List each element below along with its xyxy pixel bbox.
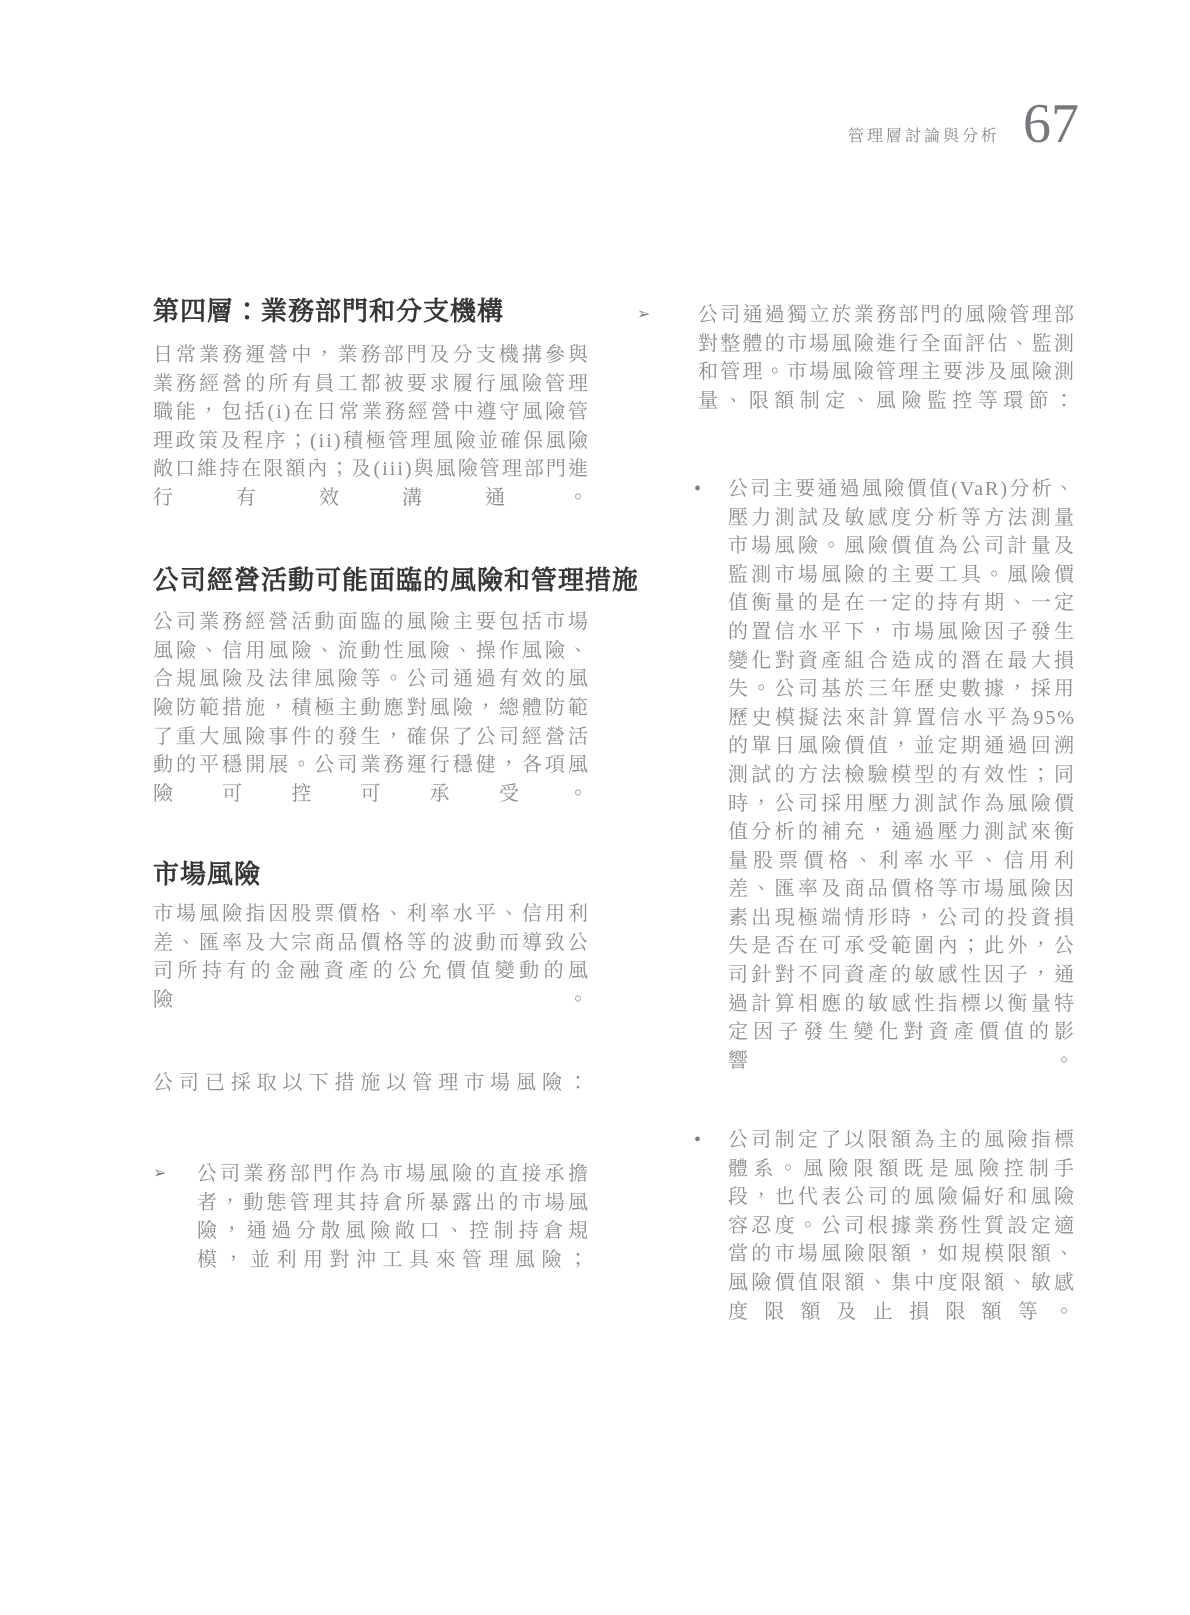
dot-bullet-icon: •	[694, 477, 702, 500]
right-column	[637, 301, 1076, 1355]
heading-tier-four: 第四層：業務部門和分支機構	[153, 297, 505, 326]
heading-company-risks: 公司經營活動可能面臨的風險和管理措施	[153, 566, 640, 596]
bullet-list-item	[694, 475, 1076, 1104]
arrow-item-text: 公司業務部門作為市場風險的直接承擔者，動態管理其持倉所暴露出的市場風險，通過分散風險敞口、控制持倉規模，並利用對沖工具來管理風險；	[197, 1163, 590, 1271]
chapter-title: 管理層討論與分析	[847, 128, 1000, 145]
bullet-list-item	[694, 1126, 1076, 1355]
paragraph-tier-four-body: 日常業務運營中，業務部門及分支機搆參與業務經營的所有員工都被要求履行風險管理職能，包括(i)在日常業務經營中遵守風險管理政策及程序；(ii)積極管理風險並確保風險敞口維持在限額內；及(iii)與風險管理部門進行有效溝通。	[153, 344, 590, 509]
heading-market-risk: 市場風險	[153, 859, 262, 889]
arrow-item-text: 公司通過獨立於業務部門的風險管理部對整體的市場風險進行全面評估、監測和管理。市場風險管理主要涉及風險測量、限額制定、風險監控等環節：	[698, 304, 1076, 412]
bullet-item-text: 公司主要通過風險價值(VaR)分析、壓力測試及敏感度分析等方法測量市場風險。風險價值為公司計量及監測市場風險的主要工具。風險價值衡量的是在一定的持有期、一定的置信水平下，市場風險因子發生變化對資產組合造成的潛在最大損失。公司基於三年歷史數據，採用歷史模擬法來計算置信水平為95%的單日風險價值，並定期通過回溯測試的方法檢驗模型的有效性；同時，公司採用壓力測試作為風險價值分析的補充，通過壓力測試來衡量股票價格、利率水平、信用利差、匯率及商品價格等市場風險因素出現極端情形時，公司的投資損失是否在可承受範圍內；此外，公司針對不同資產的敏感性因子，通過計算相應的敏感性指標以衡量特定因子發生變化對資產價值的影響。	[728, 477, 1076, 1072]
page-number: 67	[1023, 93, 1079, 155]
arrow-list-item	[637, 301, 1076, 444]
bullet-item-text: 公司制定了以限額為主的風險指標體系。風險限額既是風險控制手段，也代表公司的風險偏好和風險容忍度。公司根據業務性質設定適當的市場風險限額，如規模限額、風險價值限額、集中度限額、敏感度限額及止損限額等。	[728, 1129, 1076, 1323]
paragraph-company-risks-body: 公司業務經營活動面臨的風險主要包括市場風險、信用風險、流動性風險、操作風險、合規風險及法律風險等。公司通過有效的風險防範措施，積極主動應對風險，總體防範了重大風險事件的發生，確保了公司經營活動的平穩開展。公司業務運行穩健，各項風險可控可承受。	[153, 611, 590, 805]
arrowhead-bullet-icon: ➢	[637, 306, 651, 323]
paragraph-measures-intro: 公司已採取以下措施以管理市場風險：	[153, 1071, 590, 1094]
arrow-list-item	[153, 1160, 590, 1303]
paragraph-market-risk-definition: 市場風險指因股票價格、利率水平、信用利差、匯率及大宗商品價格等的波動而導致公司所持有的金融資產的公允價值變動的風險。	[153, 902, 590, 1011]
left-column	[153, 296, 640, 1303]
dot-bullet-icon: •	[694, 1129, 702, 1152]
arrowhead-bullet-icon: ➢	[153, 1165, 167, 1183]
